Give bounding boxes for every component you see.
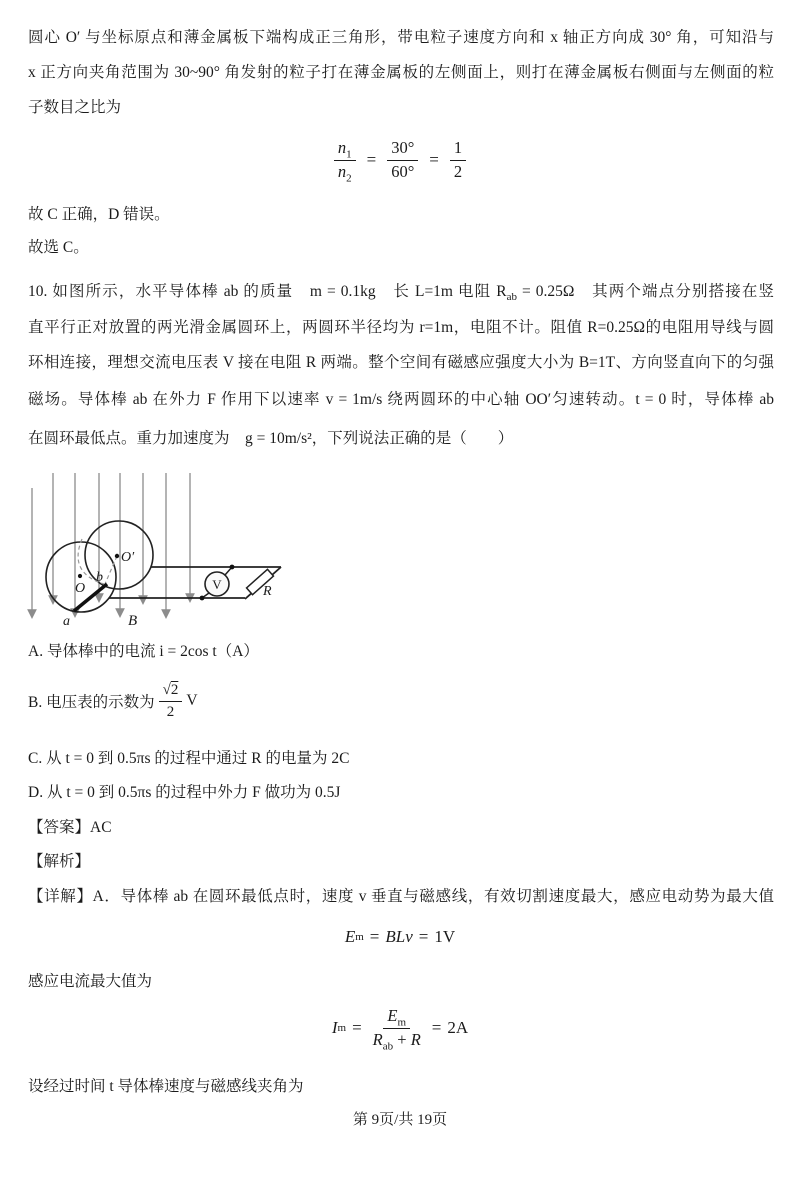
ratio-n1: $n_1$ xyxy=(334,139,356,160)
equals-sign: = xyxy=(429,150,439,169)
label-a: a xyxy=(63,614,70,629)
label-O: O xyxy=(75,581,86,596)
question-stem-line-2: 直平行正对放置的两光滑金属圆环上，两圆环半径均为 r=1m，电阻不计。阻值 R=0.25Ω的电阻用导线与圆 xyxy=(28,319,774,336)
emf-blv: BLv xyxy=(385,927,413,946)
ratio-fraction-n xyxy=(334,138,356,184)
equals-sign: = xyxy=(418,927,429,946)
question-stem-line-4: 磁场。导体棒 ab 在外力 F 作用下以速率 v = 1m/s 绕两圆环的中心轴 OO′匀速转动。t = 0 时，导体棒 ab xyxy=(28,391,774,408)
option-b-text: B. 电压表的示数为 xyxy=(28,694,155,711)
question-stem-line-3: 环相连接，理想交流电压表 V 接在电阻 R 两端。整个空间有磁感应强度大小为 B=1T、方向竖直向下的匀强 xyxy=(28,354,774,371)
current-fraction-denominator: $R_{ab} + R$ xyxy=(372,1029,421,1052)
sqrt-2: √2 xyxy=(159,682,183,702)
label-b: b xyxy=(96,570,103,585)
ratio-fraction-deg: $\frac{30^\circ}{60^\circ}$ xyxy=(387,139,418,181)
label-B: B xyxy=(128,613,138,629)
time-line: 设经过时间 t 导体棒速度与磁感线夹角为 xyxy=(28,1078,304,1095)
label-O-prime: O′ xyxy=(121,550,135,565)
solution-conclusion: 故 C 正确，D 错误。 xyxy=(28,206,170,223)
center-O-dot xyxy=(78,574,82,578)
label-R: R xyxy=(263,584,272,599)
solution-paragraph-line-3: 子数目之比为 xyxy=(28,99,122,116)
center-O-prime-dot xyxy=(115,554,119,558)
option-b xyxy=(28,676,198,726)
current-fraction xyxy=(372,1006,421,1052)
ratio-n2: $n_2$ xyxy=(337,161,352,184)
equals-sign: = xyxy=(431,1018,442,1037)
page-footer: 第 9页/共 19页 xyxy=(352,1112,448,1128)
solution-paragraph-line-2: x 正方向夹角范围为 30~90° 角发射的粒子打在薄金属板的左侧面上，则打在薄金属板右侧面与左侧面的粒 xyxy=(28,64,774,81)
option-c: C. 从 t = 0 到 0.5πs 的过程中通过 R 的电量为 2C xyxy=(28,750,350,767)
current-formula: I m = $\frac{E_m}{R_{ab} + R}$ = 2A xyxy=(331,1006,469,1052)
emf-formula: E m = BLv = 1V xyxy=(344,927,456,946)
current-value: 2A xyxy=(447,1018,469,1037)
equals-sign: = xyxy=(352,1018,362,1037)
question-figure xyxy=(20,465,320,645)
analysis-label: 【解析】 xyxy=(28,853,91,870)
current-fraction-numerator: $E_m$ xyxy=(383,1007,410,1028)
answer-line: 【答案】AC xyxy=(28,819,112,836)
junction-dot-bottom xyxy=(200,596,205,601)
question-stem-line-1: 10. 如图所示，水平导体棒 ab 的质量 m = 0.1kg 长 L=1m 电阻 $R_{ab} = 0.25\Omega$ 其两个端点分别搭接在竖 xyxy=(28,283,774,304)
ratio-formula xyxy=(0,134,800,186)
equals-sign: = xyxy=(369,927,380,946)
solution-choice: 故选 C。 xyxy=(28,239,89,256)
solution-paragraph-line-1: 圆心 O′ 与坐标原点和薄金属板下端构成正三角形，带电粒子速度方向和 x 轴正方向成 30° 角，可知沿与 xyxy=(28,29,774,46)
detail-line: 【详解】A．导体棒 ab 在圆环最低点时，速度 v 垂直与磁感线，有效切割速度最大，感应电动势为最大值 xyxy=(28,888,774,905)
ratio-fraction-result: $\frac{1}{2}$ xyxy=(450,139,466,181)
option-d: D. 从 t = 0 到 0.5πs 的过程中外力 F 做功为 0.5J xyxy=(28,784,341,801)
subscript-ab: ab xyxy=(506,291,517,304)
current-I: I xyxy=(331,1018,338,1037)
question-stem-line-5: 在圆环最低点。重力加速度为 g = 10m/s²，下列说法正确的是（ ） xyxy=(28,430,514,447)
emf-E: E xyxy=(344,927,356,946)
junction-dot-top xyxy=(230,565,235,570)
option-b-unit: V xyxy=(186,692,198,709)
option-a: A. 导体棒中的电流 i = 2cos t（A） xyxy=(28,643,259,660)
equals-sign: = xyxy=(366,150,377,169)
emf-value: 1V xyxy=(434,927,456,946)
option-b-fraction: $\frac{√2}{2}$ xyxy=(159,682,183,721)
current-intro: 感应电流最大值为 xyxy=(28,973,153,990)
label-V: V xyxy=(212,577,222,592)
